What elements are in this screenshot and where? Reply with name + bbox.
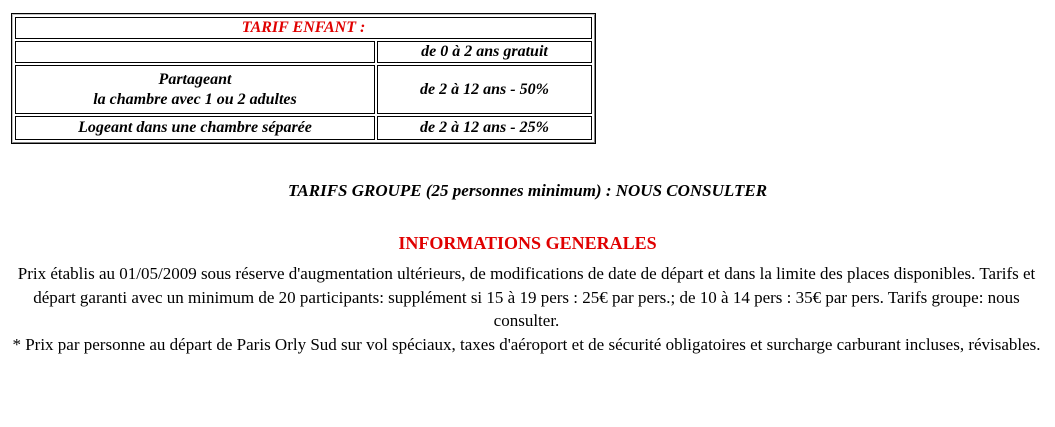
table-row-label-line1: Partageant: [158, 70, 232, 88]
table-row-value: de 2 à 12 ans - 50%: [377, 65, 592, 114]
info-body: [10, 262, 1043, 356]
table-row: [15, 65, 592, 114]
table-row-label: [15, 65, 375, 114]
info-paragraph: * Prix par personne au départ de Paris Orly Sud sur vol spéciaux, taxes d'aéroport et de sécurité obligatoires et surcharge carburant incluses, révisables.: [12, 334, 1041, 354]
info-title: INFORMATIONS GENERALES: [398, 233, 657, 253]
table-row-label-line2: la chambre avec 1 ou 2 adultes: [93, 90, 297, 108]
table-row-value: de 2 à 12 ans - 25%: [377, 116, 592, 140]
table-title: TARIF ENFANT :: [15, 17, 592, 39]
table-row: [15, 41, 592, 63]
tarif-enfant-table: [12, 14, 595, 143]
table-title-row: [15, 17, 592, 39]
group-tarifs-notice: TARIFS GROUPE (25 personnes minimum) : NOUS CONSULTER: [287, 181, 768, 200]
table-row-label: [15, 41, 375, 63]
table-row-label: Logeant dans une chambre séparée: [15, 116, 375, 140]
info-paragraph: Prix établis au 01/05/2009 sous réserve d'augmentation ultérieurs, de modifications de date de départ et dans la limite des places disponibles. Tarifs et départ garanti avec un minimum de 20 participants: supplément si 15 à 19 pers : 25€ par pers.; de 10 à 14 pers : 35€ par pers. Tarifs groupe: nous consulter.: [17, 264, 1036, 330]
table-row-value: de 0 à 2 ans gratuit: [377, 41, 592, 63]
table-row: [15, 116, 592, 140]
